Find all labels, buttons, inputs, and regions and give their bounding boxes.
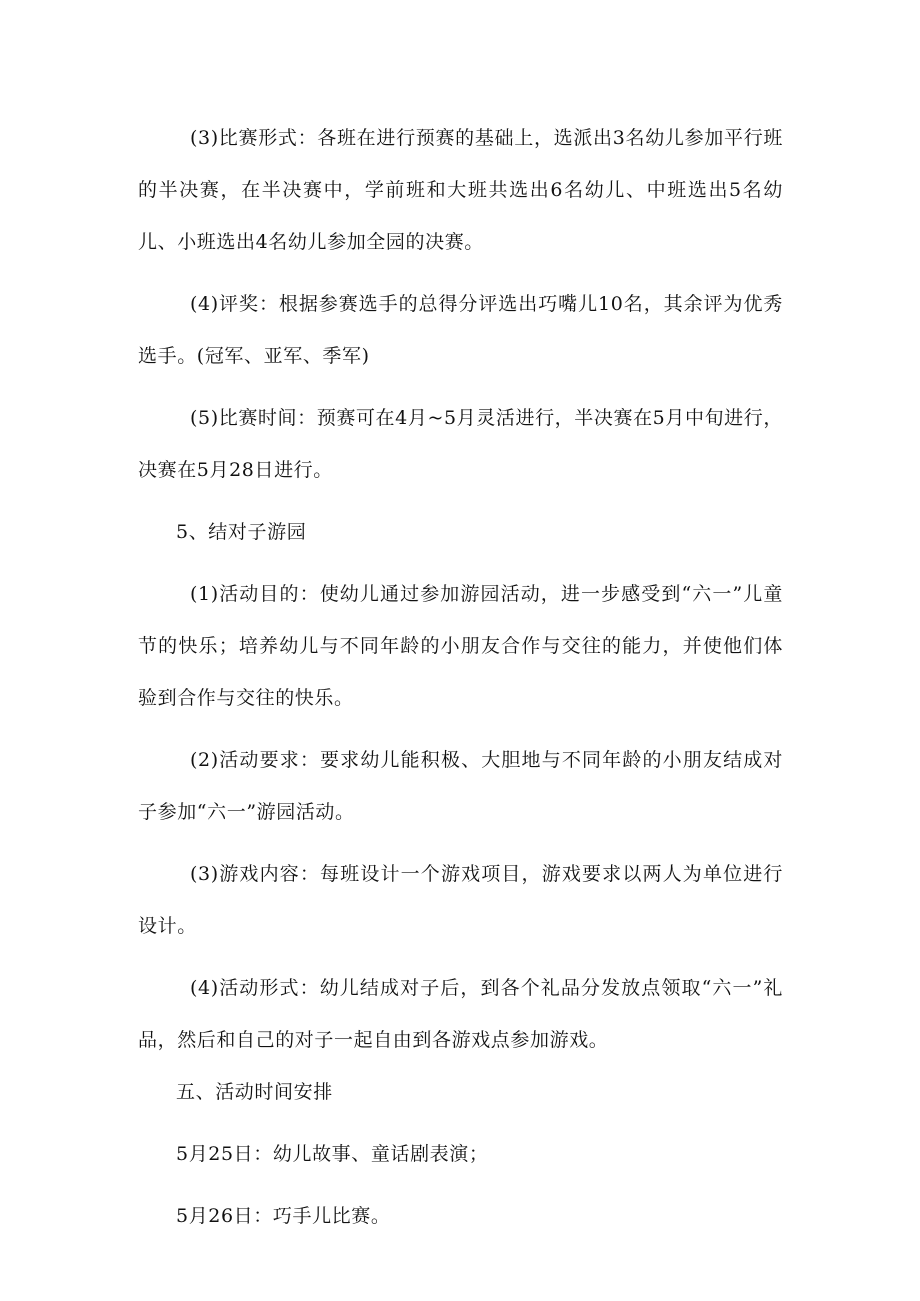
paragraph-competition-format: (3)比赛形式：各班在进行预赛的基础上，选派出3名幼儿参加平行班的半决赛，在半决赛中，学前班和大班共选出6名幼儿、中班选出5名幼儿、小班选出4名幼儿参加全园的决赛。	[138, 127, 783, 253]
paragraph-activity-purpose: (1)活动目的：使幼儿通过参加游园活动，进一步感受到“六一”儿童节的快乐；培养幼儿与不同年龄的小朋友合作与交往的能力，并使他们体验到合作与交往的快乐。	[138, 583, 783, 709]
paragraph-activity-requirements: (2)活动要求：要求幼儿能积极、大胆地与不同年龄的小朋友结成对子参加“六一”游园活动。	[138, 749, 783, 823]
paragraph-game-content: (3)游戏内容：每班设计一个游戏项目，游戏要求以两人为单位进行设计。	[138, 863, 783, 937]
paragraph-awards: (4)评奖：根据参赛选手的总得分评选出巧嘴儿10名，其余评为优秀选手。(冠军、亚军、季军)	[138, 293, 783, 367]
paragraph-activity-form: (4)活动形式：幼儿结成对子后，到各个礼品分发放点领取“六一”礼品，然后和自己的对子一起自由到各游戏点参加游戏。	[138, 977, 783, 1051]
schedule-item-may-25: 5月25日：幼儿故事、童话剧表演；	[176, 1143, 489, 1165]
schedule-item-may-26: 5月26日：巧手儿比赛。	[176, 1205, 391, 1227]
section-heading-pair-garden-tour: 5、结对子游园	[176, 521, 307, 543]
document-body	[138, 112, 783, 1242]
section-heading-schedule: 五、活动时间安排	[176, 1081, 333, 1103]
paragraph-competition-time: (5)比赛时间：预赛可在4月~5月灵活进行，半决赛在5月中旬进行，决赛在5月28日进行。	[138, 407, 783, 481]
